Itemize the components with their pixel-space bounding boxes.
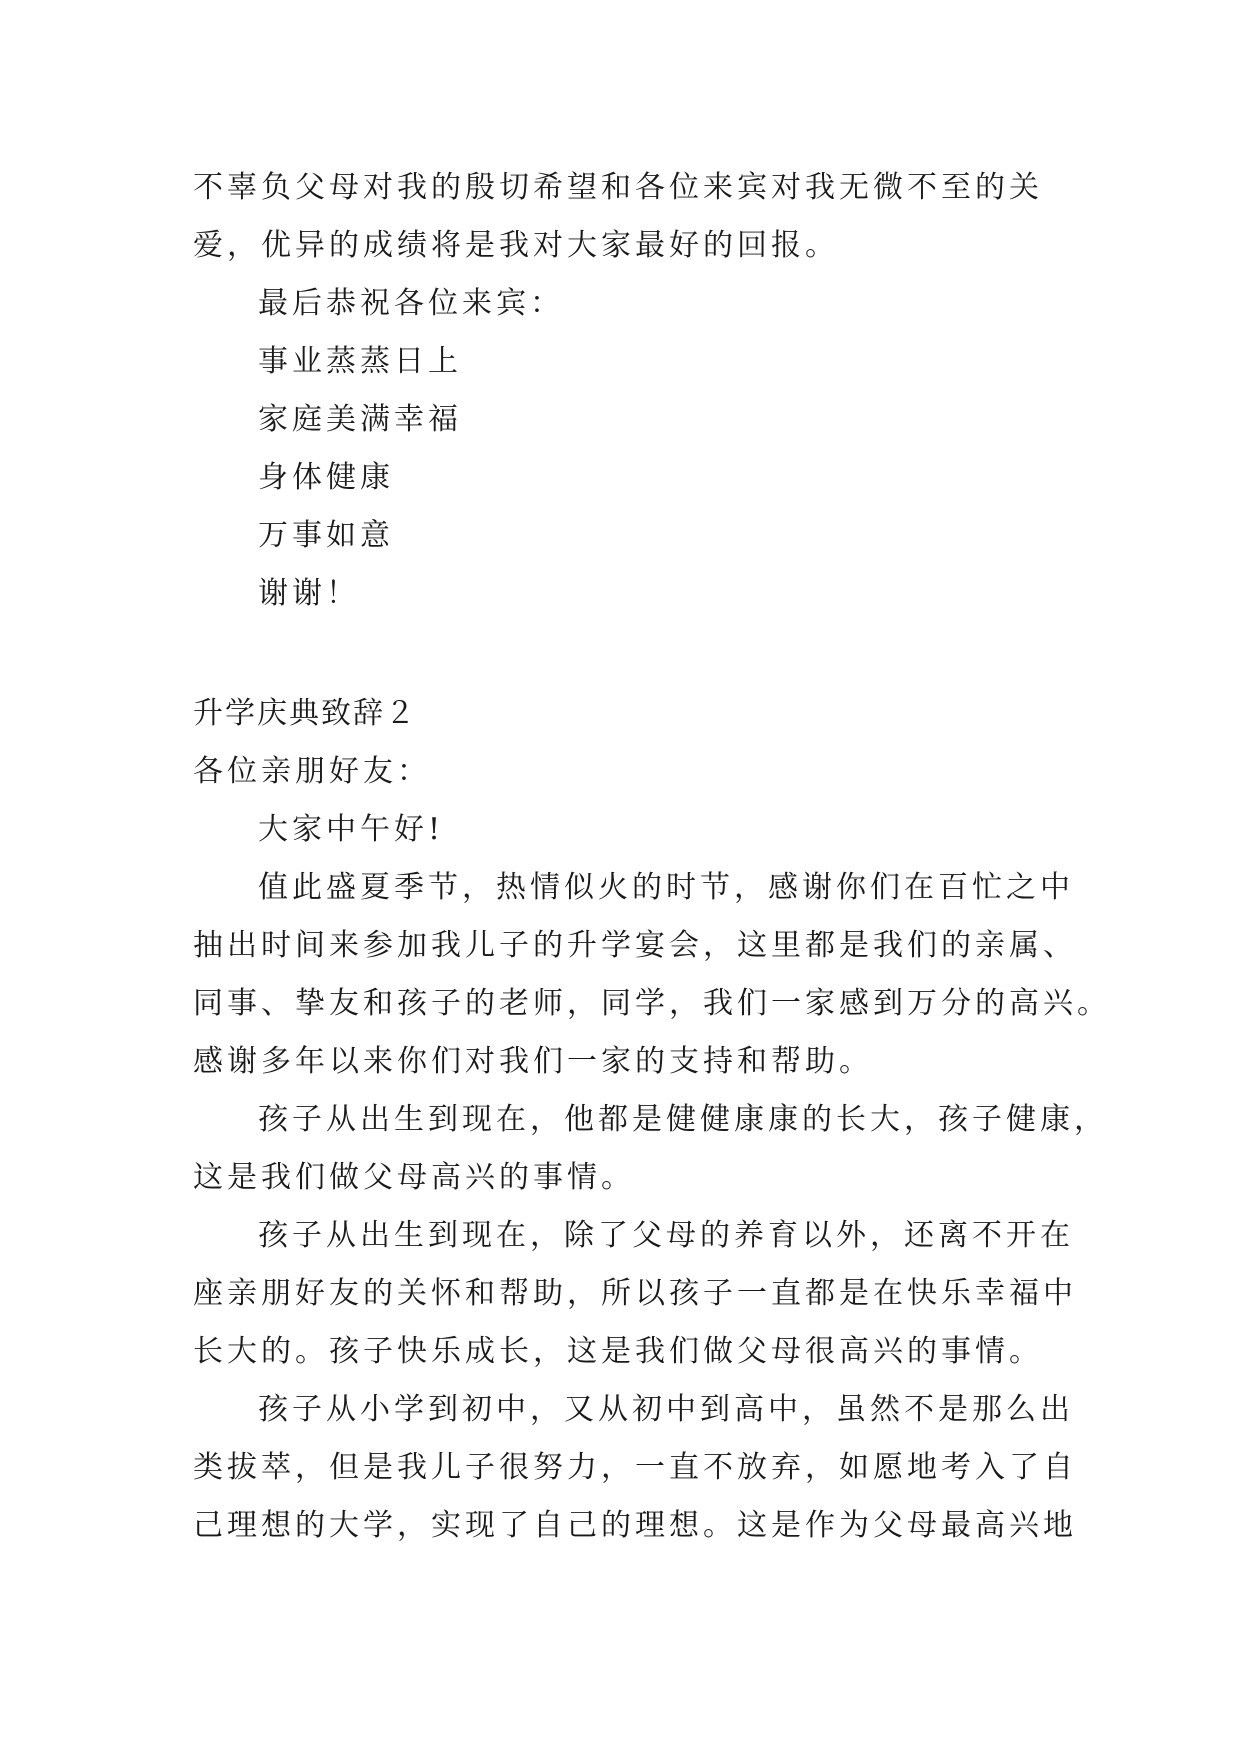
paragraph-line: 同事、挚友和孩子的老师，同学，我们一家感到万分的高兴。 bbox=[193, 986, 1111, 1021]
paragraph-line: 座亲朋好友的关怀和帮助，所以孩子一直都是在快乐幸福中 bbox=[193, 1276, 1077, 1311]
greeting: 大家中午好! bbox=[258, 812, 445, 847]
paragraph-line: 不辜负父母对我的殷切希望和各位来宾对我无微不至的关 bbox=[193, 170, 1043, 205]
paragraph-line: 长大的。孩子快乐成长，这是我们做父母很高兴的事情。 bbox=[193, 1334, 1043, 1369]
paragraph-line: 孩子从出生到现在，除了父母的养育以外，还离不开在 bbox=[258, 1218, 1074, 1253]
paragraph-line: 孩子从小学到初中，又从初中到高中，虽然不是那么出 bbox=[258, 1392, 1074, 1427]
paragraph-line: 孩子从出生到现在，他都是健健康康的长大，孩子健康， bbox=[258, 1102, 1108, 1137]
paragraph-line: 值此盛夏季节，热情似火的时节，感谢你们在百忙之中 bbox=[258, 870, 1074, 905]
closing-intro: 最后恭祝各位来宾： bbox=[258, 286, 564, 321]
paragraph-line: 己理想的大学，实现了自己的理想。这是作为父母最高兴地 bbox=[193, 1508, 1077, 1543]
section-title: 升学庆典致辞２ bbox=[193, 696, 417, 731]
wish-line: 事业蒸蒸日上 bbox=[258, 344, 462, 379]
paragraph-line: 爱，优异的成绩将是我对大家最好的回报。 bbox=[193, 228, 839, 263]
thanks-line: 谢谢！ bbox=[258, 576, 360, 611]
paragraph-line: 抽出时间来参加我儿子的升学宴会，这里都是我们的亲属、 bbox=[193, 928, 1077, 963]
paragraph-line: 这是我们做父母高兴的事情。 bbox=[193, 1160, 635, 1195]
wish-line: 万事如意 bbox=[258, 518, 394, 553]
paragraph-line: 类拔萃，但是我儿子很努力，一直不放弃，如愿地考入了自 bbox=[193, 1450, 1077, 1485]
salutation: 各位亲朋好友： bbox=[193, 754, 431, 789]
wish-line: 家庭美满幸福 bbox=[258, 402, 462, 437]
paragraph-line: 感谢多年以来你们对我们一家的支持和帮助。 bbox=[193, 1044, 873, 1079]
wish-line: 身体健康 bbox=[258, 460, 394, 495]
